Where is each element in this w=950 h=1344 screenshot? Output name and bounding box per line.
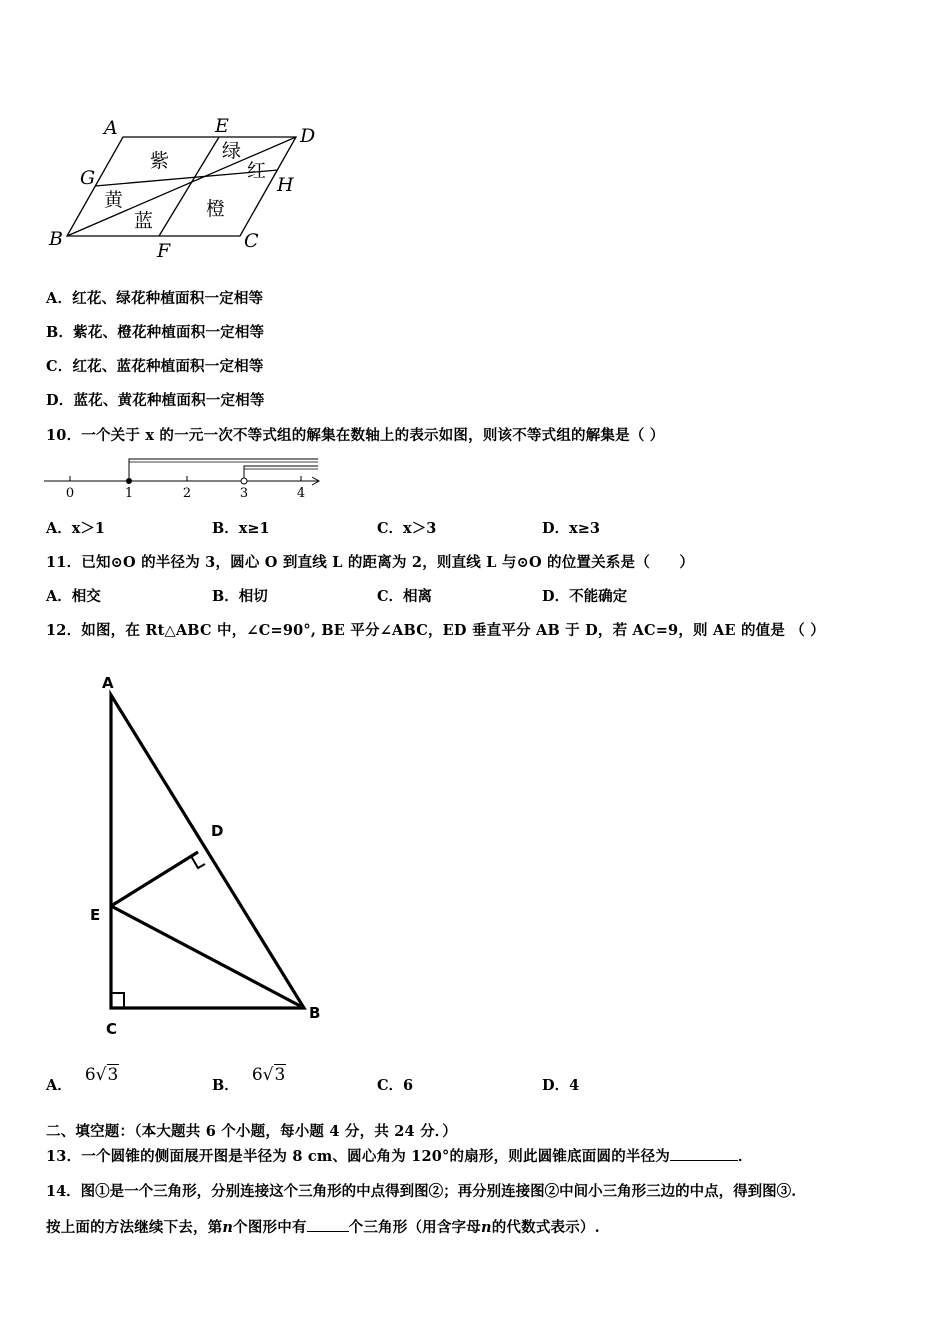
vertex-label-A: A bbox=[104, 117, 118, 139]
right-triangle-figure bbox=[84, 668, 344, 1048]
hollow-point-3 bbox=[241, 478, 247, 484]
q11-option-c: C．相离 bbox=[377, 588, 433, 605]
q12-option-c: C．6 bbox=[377, 1077, 414, 1094]
region-label-green: 绿 bbox=[222, 140, 242, 162]
q10-option-d: D．x≥3 bbox=[542, 520, 600, 537]
q9-option-c: C．红花、蓝花种植面积一定相等 bbox=[46, 358, 264, 375]
q11-stem: 11．已知⊙O 的半径为 3，圆心 O 到直线 L 的距离为 2，则直线 L 与⊙O 的位置关系是（ ） bbox=[46, 554, 695, 571]
region-label-red: 红 bbox=[247, 160, 267, 182]
q11-option-b: B．相切 bbox=[212, 588, 268, 605]
section-2-title: 二、填空题：（本大题共 6 个小题，每小题 4 分，共 24 分．） bbox=[46, 1123, 457, 1140]
tick-label-1: 1 bbox=[124, 486, 134, 501]
q12-stem: 12．如图，在 Rt△ABC 中，∠C=90°, BE 平分∠ABC，ED 垂直平分 AB 于 D，若 AC=9，则 AE 的值是 （ ） bbox=[46, 622, 825, 639]
triangle-label-C: C bbox=[106, 1020, 118, 1038]
vertex-label-C: C bbox=[244, 230, 259, 252]
parallelogram-figure bbox=[40, 112, 340, 262]
q10-stem: 10．一个关于 x 的一元一次不等式组的解集在数轴上的表示如图，则该不等式组的解集是（ ） bbox=[46, 427, 665, 444]
number-line-figure bbox=[42, 454, 332, 504]
q14-line2: 按上面的方法继续下去，第n个图形中有 个三角形（用含字母n的代数式表示）. bbox=[46, 1219, 600, 1236]
vertex-label-H: H bbox=[277, 174, 294, 196]
triangle-label-A: A bbox=[102, 674, 114, 692]
solid-point-1 bbox=[126, 478, 132, 484]
vertex-label-D: D bbox=[300, 125, 316, 147]
tick-label-0: 0 bbox=[65, 486, 75, 501]
tick-label-2: 2 bbox=[182, 486, 192, 501]
vertex-label-B: B bbox=[49, 228, 63, 250]
q10-option-a: A．x＞1 bbox=[46, 520, 105, 537]
q11-option-d: D．不能确定 bbox=[542, 588, 628, 605]
triangle-label-D: D bbox=[211, 822, 224, 840]
region-label-yellow: 黄 bbox=[104, 189, 124, 211]
q12-option-b: B． 6√3 bbox=[212, 1065, 286, 1094]
tick-label-4: 4 bbox=[296, 486, 306, 501]
triangle-label-E: E bbox=[90, 906, 101, 924]
q11-option-a: A．相交 bbox=[46, 588, 101, 605]
q9-option-b: B．紫花、橙花种植面积一定相等 bbox=[46, 324, 265, 341]
q14-line1: 14．图①是一个三角形，分别连接这个三角形的中点得到图②；再分别连接图②中间小三角形三边的中点，得到图③. bbox=[46, 1183, 797, 1200]
region-label-purple: 紫 bbox=[150, 150, 170, 172]
q10-option-b: B．x≥1 bbox=[212, 520, 270, 537]
q13: 13．一个圆锥的侧面展开图是半径为 8 cm、圆心角为 120°的扇形，则此圆锥底面圆的半径为 ． bbox=[46, 1148, 753, 1165]
region-label-blue: 蓝 bbox=[134, 210, 154, 232]
q9-option-a: A．红花、绿花种植面积一定相等 bbox=[46, 290, 264, 307]
vertex-label-G: G bbox=[80, 167, 96, 189]
vertex-label-E: E bbox=[215, 115, 229, 137]
q12-option-a: A． 6√3 bbox=[46, 1065, 119, 1094]
tick-label-3: 3 bbox=[239, 486, 249, 501]
region-label-orange: 橙 bbox=[206, 198, 226, 220]
q9-option-d: D．蓝花、黄花种植面积一定相等 bbox=[46, 392, 265, 409]
triangle-label-B: B bbox=[309, 1004, 321, 1022]
vertex-label-F: F bbox=[157, 240, 171, 262]
q12-option-d: D．4 bbox=[542, 1077, 580, 1094]
q10-option-c: C．x＞3 bbox=[377, 520, 437, 537]
